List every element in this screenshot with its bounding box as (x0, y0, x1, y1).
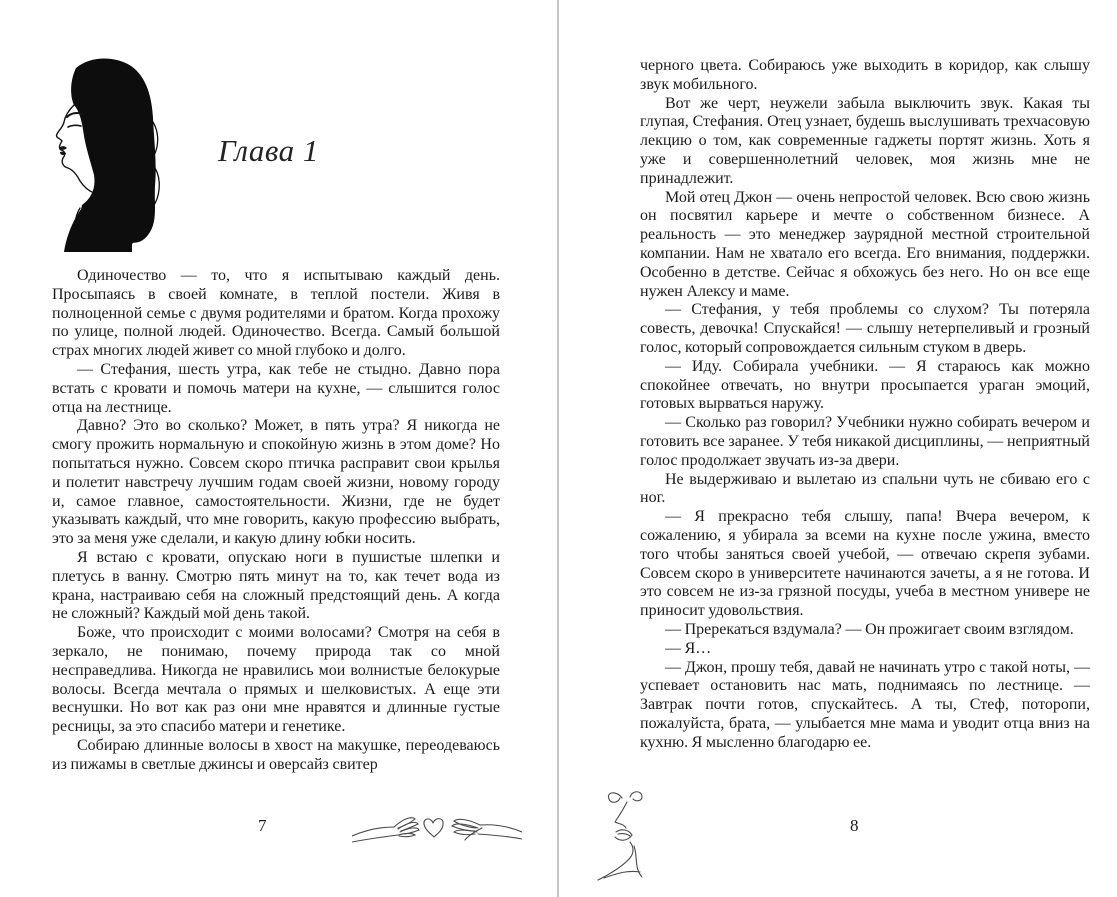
paragraph: Не выдерживаю и вылетаю из спальни чуть не сбиваю его с ног. (640, 470, 1090, 507)
paragraph: Одиночество — то, что я испытываю каждый день. Просыпаясь в своей комнате, в теплой постели. Живя в полноценной семье с двумя родителями и братом. Когда прохожу по улице, полной людей. Одиночество. Всегда. Самый большой страх многих людей живет со мной глубоко и долго. (52, 267, 500, 360)
right-page-text (640, 57, 1090, 752)
paragraph: — Пререкаться вздумала? — Он прожигает своим взглядом. (665, 620, 1074, 638)
paragraph: черного цвета. Собираюсь уже выходить в коридор, как слышу звук мобильного. (640, 57, 1090, 93)
page-spine-divider (557, 0, 559, 897)
chapter-title: Глава 1 (218, 133, 319, 168)
paragraph: — Я… (665, 639, 712, 657)
paragraph: Боже, что происходит с моими волосами? Смотря на себя в зеркало, не понимаю, почему природа так со мной несправедлива. Никогда не нравились мои волнистые белокурые волосы. Всегда мечтала о прямых и шелковистых. А еще эти веснушки. Но вот как раз они мне нравятся и длинные густые ресницы, за это спасибо матери и генетике. (52, 624, 500, 736)
left-page-text (52, 267, 500, 775)
paragraph: — Стефания, шесть утра, как тебе не стыдно. Давно пора встать с кровати и помочь матери на кухне, — слышится голос отца на лестнице. (52, 360, 500, 416)
paragraph: Давно? Это во сколько? Может, в пять утра? Я никогда не смогу прожить нормальную и спокойную жизнь в этом доме? Но попытаться нужно. Совсем скоро птичка расправит свои крылья и полетит навстречу лучшим годам своей жизни, новому городу и, самое главное, самостоятельности. Жизни, где не будет указывать каждый, что мне говорить, какую профессию выбрать, это за меня уже сделали, и какую длину юбки носить. (52, 417, 500, 548)
paragraph: — Стефания, у тебя проблемы со слухом? Ты потеряла совесть, девочка! Спускайся! — слышу нетерпеливый и грозный голос, который сопровождается сильным стуком в дверь. (640, 301, 1090, 356)
paragraph: — Сколько раз говорил? Учебники нужно собирать вечером и готовить все заранее. У тебя никакой дисциплины, — неприятный голос продолжает звучать из-за двери. (640, 414, 1090, 469)
face-profile-sketch (596, 788, 668, 883)
paragraph: Вот же черт, неужели забыла выключить звук. Какая ты глупая, Стефания. Отец узнает, будешь выслушивать трехчасовую лекцию о том, как современные гаджеты портят жизнь. Хоть я уже и совершеннолетний человек, моя жизнь мне не принадлежит. (640, 94, 1090, 187)
paragraph: Я встаю с кровати, опускаю ноги в пушистые шлепки и плетусь в ванну. Смотрю пять минут на то, как течет вода из крана, настраиваю себя на сложный предстоящий день. А когда не сложный? Каждый мой день такой. (52, 548, 500, 623)
paragraph: — Иду. Собирала учебники. — Я стараюсь как можно спокойнее отвечать, но внутри просыпается ураган эмоций, готовых вырваться наружу. (640, 357, 1090, 413)
page-number-left: 7 (258, 816, 267, 835)
paragraph: — Джон, прошу тебя, давай не начинать утро с такой ноты, — успевает остановить нас мать, поднимаясь по лестнице. — Завтрак почти готов, спускайтесь. А ты, Стеф, поторопи, пожалуйста, брата, — улыбается мне мама и уводит отца вниз на кухню. Я мысленно благодарю ее. (640, 658, 1090, 751)
paragraph: — Я прекрасно тебя слышу, папа! Вчера вечером, к сожалению, я убирала за всеми на кухне после ужина, вместо того чтобы заняться своей учебой, — отвечаю скрепя зубами. Совсем скоро в университете начинаются зачеты, а я не готова. И это совсем не из-за грязной посуды, учеба в местном универе не приносит удовольствия. (640, 508, 1090, 620)
paragraph: Мой отец Джон — очень непростой человек. Всю свою жизнь он посвятил карьере и мечте о собственном бизнесе. А реальность — это менеджер заурядной местной строительной компании. Нам не хватало его всегда. Его внимания, поддержки. Особенно в детстве. Сейчас я обхожусь без него. Но он все еще нужен Алексу и маме. (640, 188, 1090, 300)
hands-heart-sketch (352, 804, 522, 852)
paragraph: Собираю длинные волосы в хвост на макушке, переодеваюсь из пижамы в светлые джинсы и оверсайз свитер (52, 736, 500, 773)
woman-portrait-illustration (36, 56, 162, 252)
page-number-right: 8 (850, 816, 859, 835)
